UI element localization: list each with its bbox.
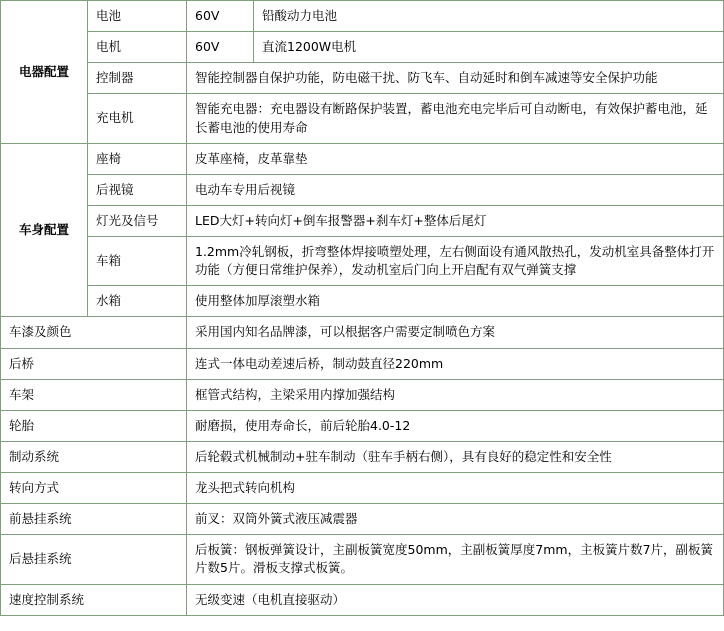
- row-label: 电池: [88, 1, 187, 32]
- table-row: [1, 286, 724, 317]
- row-voltage: 60V: [187, 1, 254, 32]
- table-row: [1, 1, 724, 32]
- row-description: 无级变速（电机直接驱动）: [187, 584, 724, 615]
- row-label: 控制器: [88, 63, 187, 94]
- table-row: [1, 174, 724, 205]
- table-row: [1, 535, 724, 584]
- row-description: LED大灯+转向灯+倒车报警器+刹车灯+整体后尾灯: [187, 205, 724, 236]
- row-label: 速度控制系统: [1, 584, 187, 615]
- row-description: 后轮毂式机械制动+驻车制动（驻车手柄右侧），具有良好的稳定性和安全性: [187, 441, 724, 472]
- table-row: [1, 410, 724, 441]
- table-row: [1, 205, 724, 236]
- row-label: 前悬挂系统: [1, 504, 187, 535]
- table-row: [1, 441, 724, 472]
- row-description: 采用国内知名品牌漆，可以根据客户需要定制喷色方案: [187, 317, 724, 348]
- row-label: 电机: [88, 32, 187, 63]
- table-row: [1, 237, 724, 286]
- row-label: 灯光及信号: [88, 205, 187, 236]
- table-row: [1, 143, 724, 174]
- row-voltage: 60V: [187, 32, 254, 63]
- row-description: 铅酸动力电池: [254, 1, 724, 32]
- table-row: [1, 584, 724, 615]
- row-description: 智能控制器自保护功能，防电磁干扰、防飞车、自动延时和倒车减速等安全保护功能: [187, 63, 724, 94]
- table-row: [1, 379, 724, 410]
- row-label: 后视镜: [88, 174, 187, 205]
- row-description: 1.2mm冷轧钢板，折弯整体焊接喷塑处理，左右侧面设有通风散热孔，发动机室具备整体打开功能（方便日常维护保养），发动机室后门向上开启配有双气弹簧支撑: [187, 237, 724, 286]
- row-description: 连式一体电动差速后桥，制动鼓直径220mm: [187, 348, 724, 379]
- row-description: 前叉：双筒外簧式液压减震器: [187, 504, 724, 535]
- row-label: 后悬挂系统: [1, 535, 187, 584]
- row-label: 转向方式: [1, 473, 187, 504]
- table-row: [1, 63, 724, 94]
- row-description: 皮革座椅，皮革靠垫: [187, 143, 724, 174]
- row-description: 使用整体加厚滚塑水箱: [187, 286, 724, 317]
- group-label-body: 车身配置: [1, 143, 88, 317]
- table-row: [1, 317, 724, 348]
- row-label: 水箱: [88, 286, 187, 317]
- table-row: [1, 94, 724, 143]
- row-label: 轮胎: [1, 410, 187, 441]
- row-label: 制动系统: [1, 441, 187, 472]
- table-body: [1, 1, 724, 616]
- row-label: 车箱: [88, 237, 187, 286]
- row-label: 座椅: [88, 143, 187, 174]
- row-description: 智能充电器：充电器设有断路保护装置，蓄电池充电完毕后可自动断电，有效保护蓄电池，延长蓄电池的使用寿命: [187, 94, 724, 143]
- row-description: 框管式结构，主梁采用内撑加强结构: [187, 379, 724, 410]
- row-description: 电动车专用后视镜: [187, 174, 724, 205]
- row-label: 车架: [1, 379, 187, 410]
- row-label: 车漆及颜色: [1, 317, 187, 348]
- table-row: [1, 504, 724, 535]
- table-row: [1, 348, 724, 379]
- row-description: 直流1200W电机: [254, 32, 724, 63]
- table-row: [1, 32, 724, 63]
- row-label: 后桥: [1, 348, 187, 379]
- row-description: 龙头把式转向机构: [187, 473, 724, 504]
- group-label-electric: 电器配置: [1, 1, 88, 144]
- row-label: 充电机: [88, 94, 187, 143]
- table-row: [1, 473, 724, 504]
- row-description: 耐磨损，使用寿命长，前后轮胎4.0-12: [187, 410, 724, 441]
- row-description: 后板簧：钢板弹簧设计，主副板簧宽度50mm，主副板簧厚度7mm，主板簧片数7片，副板簧片数5片。滑板支撑式板簧。: [187, 535, 724, 584]
